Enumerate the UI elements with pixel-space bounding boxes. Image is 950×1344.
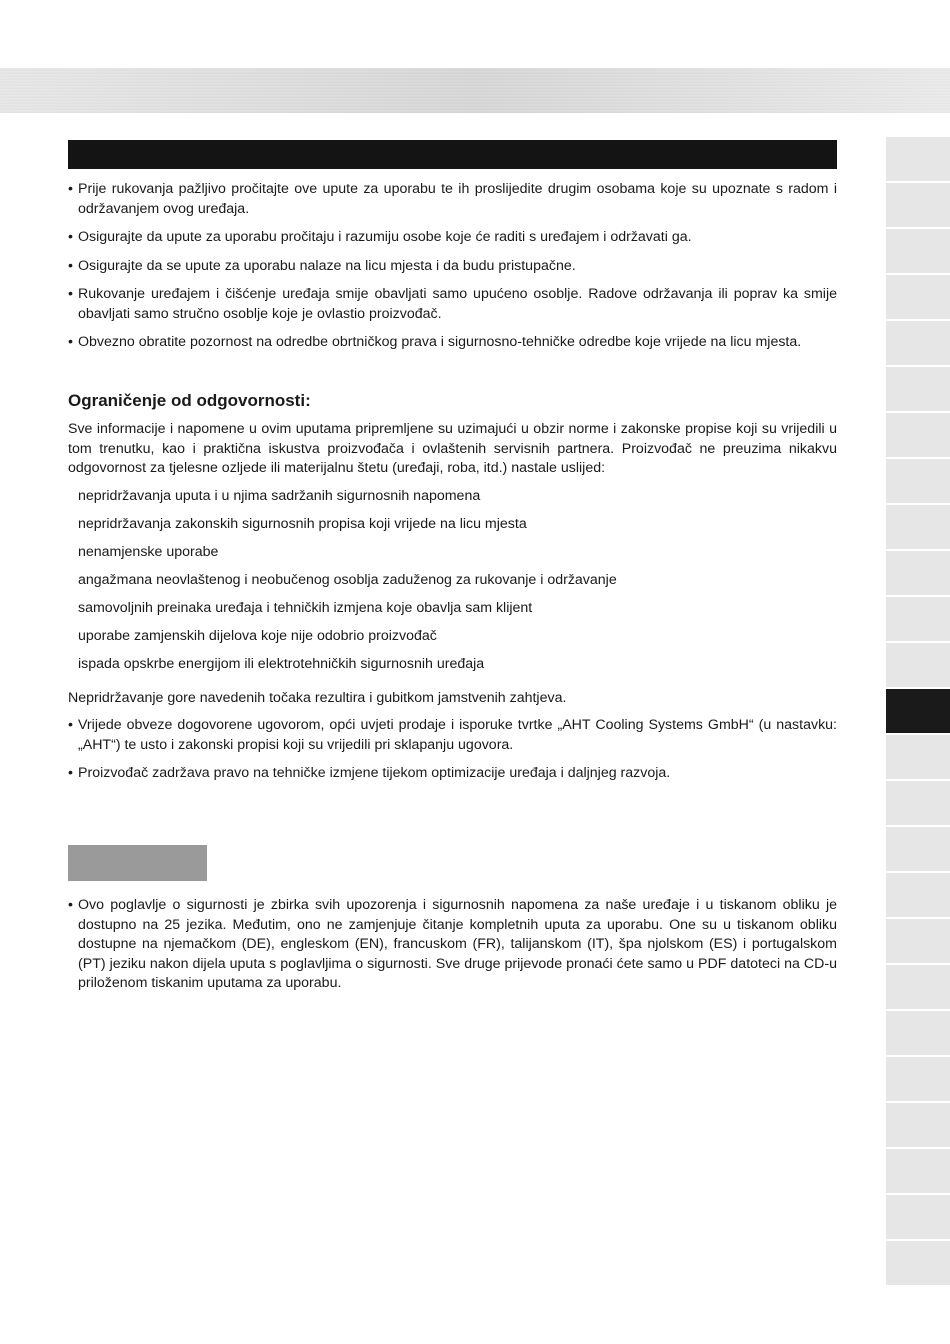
top-decorative-band [0, 68, 950, 113]
section-label-block [68, 845, 207, 881]
section-header-bar [68, 140, 837, 169]
list-item: ispada opskrbe energijom ili elektrotehničkih sigurnosnih uređaja [78, 656, 485, 673]
language-tab[interactable] [886, 321, 950, 365]
list-item: • Prije rukovanja pažljivo pročitajte ove upute za uporabu te ih proslijedite drugim osobama koje su upoznate s radom i održavanjem ovog uređaja. [68, 180, 837, 219]
list-item: samovoljnih preinaka uređaja i tehničkih izmjena koje obavlja sam klijent [78, 599, 533, 616]
section-translations [68, 896, 837, 1003]
language-tab[interactable] [886, 459, 950, 503]
liability-intro: Sve informacije i napomene u ovim uputama pripremljene su uzimajući u obzir norme i zakonske propise koji su vrijedili u tom trenutku, kao i praktična iskustva proizvođača i ovlaštenih servisnih partnera. Proizvođač ne preuzima nikakvu odgovornost za tjelesne ozljede ili materijalnu štetu (uređaji, roba, itd.) nastale uslijed: [68, 421, 837, 476]
list-item: nepridržavanja zakonskih sigurnosnih propisa koji vrijede na licu mjesta [78, 515, 527, 532]
language-tab[interactable] [886, 919, 950, 963]
language-tab[interactable] [886, 643, 950, 687]
general-notes-list [68, 180, 837, 353]
list-item: angažmana neovlaštenog i neobučenog osoblja zaduženog za rukovanje i održavanje [78, 571, 617, 588]
language-tab[interactable] [886, 873, 950, 917]
language-tab[interactable] [886, 551, 950, 595]
language-tab[interactable] [886, 1057, 950, 1101]
language-tab[interactable] [886, 413, 950, 457]
language-tab[interactable] [886, 137, 950, 181]
language-tab[interactable] [886, 1241, 950, 1285]
language-tab[interactable] [886, 229, 950, 273]
liability-heading: Ograničenje od odgovornosti: [68, 391, 311, 410]
language-tab[interactable] [886, 1195, 950, 1239]
list-item: • Proizvođač zadržava pravo na tehničke izmjene tijekom optimizacije uređaja i daljnjeg razvoja. [68, 764, 837, 784]
language-tab[interactable] [886, 275, 950, 319]
list-item: • Obvezno obratite pozornost na odredbe obrtničkog prava i sigurnosno-tehničke odredbe koje vrijede na licu mjesta. [68, 333, 837, 353]
language-tab[interactable] [886, 505, 950, 549]
language-tab[interactable] [886, 1103, 950, 1147]
language-tab[interactable] [886, 965, 950, 1009]
liability-causes-list [68, 487, 837, 675]
section-liability [68, 390, 837, 793]
language-tab[interactable] [886, 183, 950, 227]
language-tab[interactable] [886, 827, 950, 871]
language-tab[interactable] [886, 367, 950, 411]
section-general-notes [68, 180, 837, 362]
list-item: • Vrijede obveze dogovorene ugovorom, opći uvjeti prodaje i isporuke tvrtke „AHT Cooling Systems GmbH“ (u nastavku: „AHT“) te usto i zakonski propisi koji su vrijedili pri sklapanju ugovora. [68, 716, 837, 755]
list-item: nenamjenske uporabe [78, 543, 219, 560]
language-tab[interactable] [886, 1011, 950, 1055]
language-tab[interactable] [886, 781, 950, 825]
language-tab-strip [886, 137, 950, 1287]
list-item: nepridržavanja uputa i u njima sadržanih sigurnosnih napomena [78, 487, 481, 504]
translations-list [68, 896, 837, 994]
list-item: • Osigurajte da upute za uporabu pročitaju i razumiju osobe koje će raditi s uređajem i održavati ga. [68, 228, 837, 248]
liability-consequence: Nepridržavanje gore navedenih točaka rezultira i gubitkom jamstvenih zahtjeva. [68, 689, 567, 706]
language-tab[interactable] [886, 735, 950, 779]
list-item: uporabe zamjenskih dijelova koje nije odobrio proizvođač [78, 627, 437, 644]
liability-bullets [68, 716, 837, 784]
language-tab-active[interactable] [886, 689, 950, 733]
list-item: • Ovo poglavlje o sigurnosti je zbirka svih upozorenja i sigurnosnih napomena za naše uređaje i u tiskanom obliku je dostupno na 25 jezika. Međutim, ono ne zamjenjuje čitanje kompletnih uputa za uporabu. One su u tiskanom obliku dostupne na njemačkom (DE), engleskom (EN), francuskom (FR), talijanskom (IT), špa njolskom (ES) i portugalskom (PT) jeziku nakon dijela uputa s poglavljima o sigurnosti. Sve druge prijevode pronaći ćete samo u PDF datoteci na CD-u priloženom tiskanim uputama za uporabu. [68, 896, 837, 994]
language-tab[interactable] [886, 597, 950, 641]
list-item: • Rukovanje uređajem i čišćenje uređaja smije obavljati samo upućeno osoblje. Radove održavanja ili poprav ka smije obavljati samo stručno osoblje koje je ovlastio proizvođač. [68, 285, 837, 324]
list-item: • Osigurajte da se upute za uporabu nalaze na licu mjesta i da budu pristupačne. [68, 257, 837, 277]
language-tab[interactable] [886, 1149, 950, 1193]
